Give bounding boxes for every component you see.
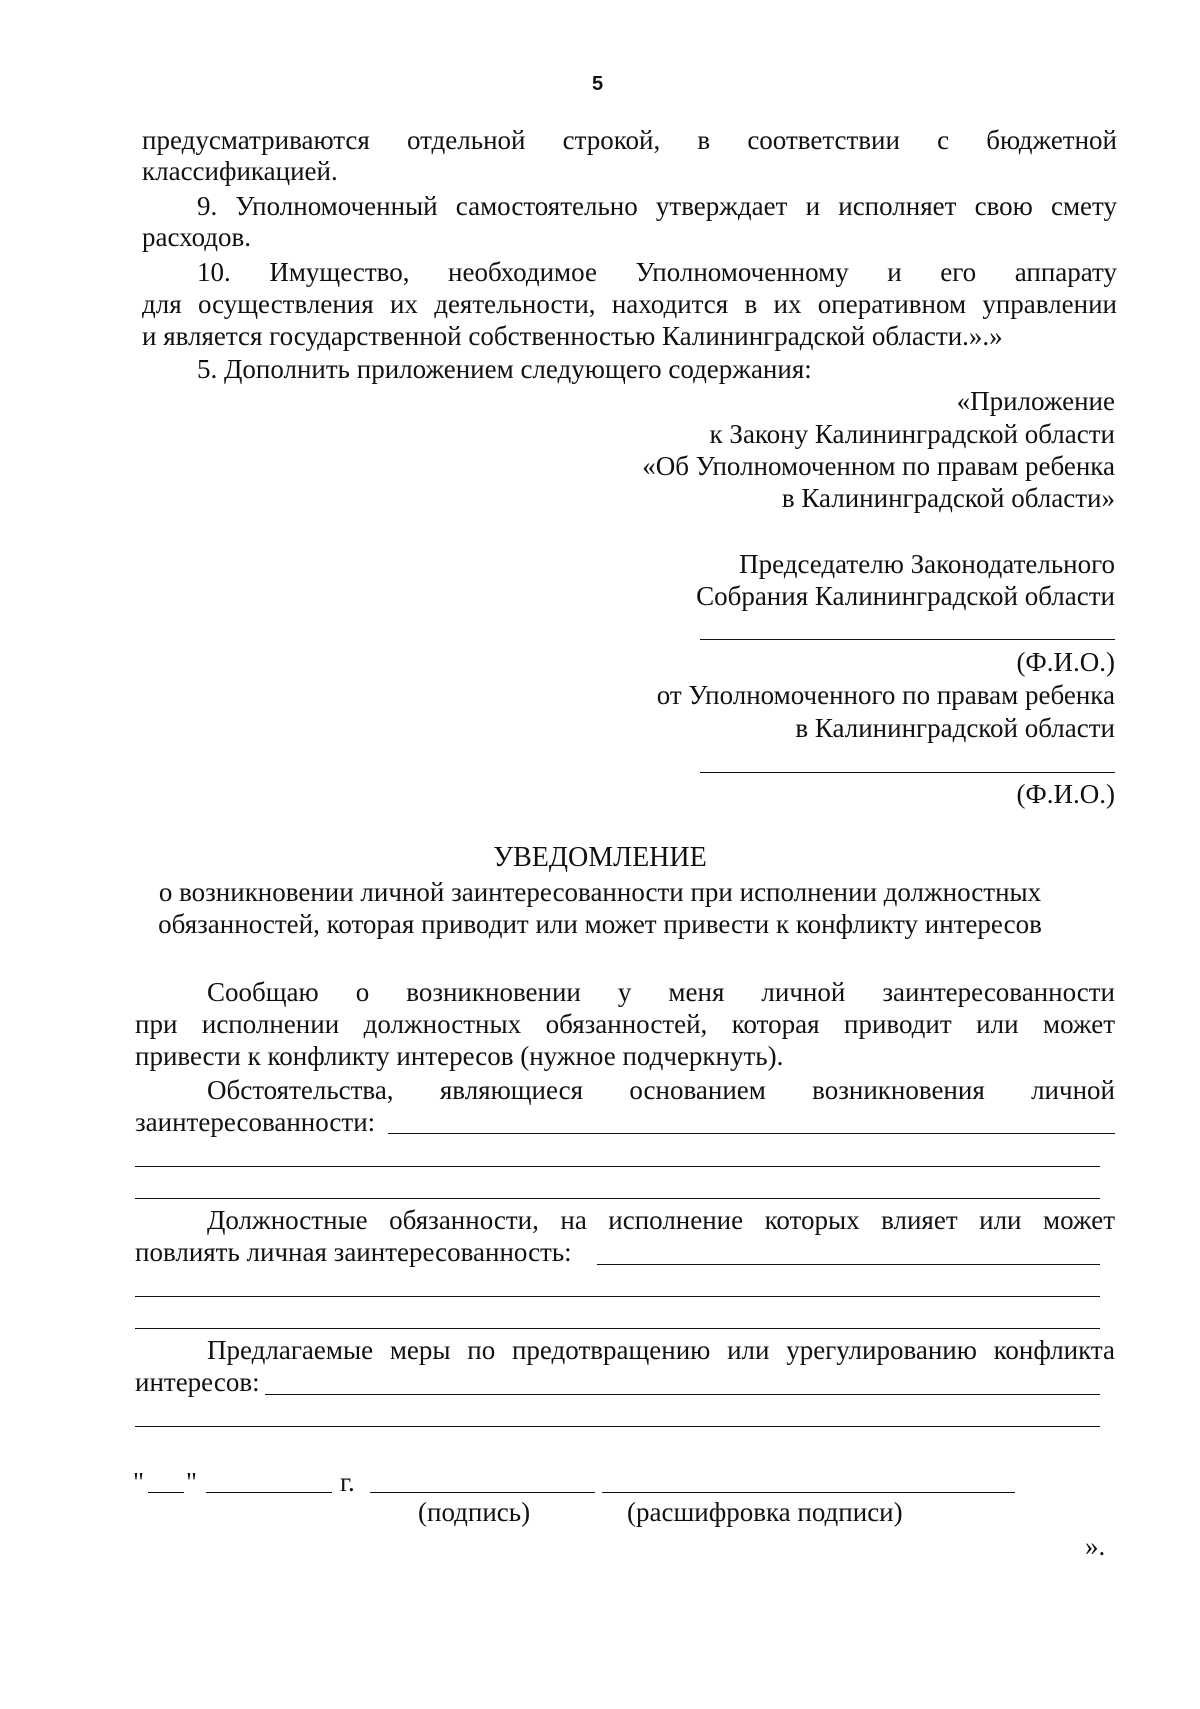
duties-fill-line-2 — [135, 1296, 1100, 1297]
body-p1-line-2: при исполнении должностных обязанностей, которая приводит или может — [135, 1009, 1115, 1039]
addressee-to-line-1: Председателю Законодательного — [739, 549, 1115, 579]
notice-title: УВЕДОМЛЕНИЕ — [493, 842, 707, 873]
body-p1-line-3: привести к конфликту интересов (нужное подчеркнуть). — [135, 1041, 784, 1071]
signature-line — [370, 1492, 595, 1493]
body-p1-line-1: Сообщаю о возникновении у меня личной заинтересованности — [207, 977, 1115, 1007]
body-p2-line-2: заинтересованности: — [135, 1107, 376, 1137]
addressee-from-line-2: в Калининградской области — [795, 713, 1115, 743]
body-p2-line-1: Обстоятельства, являющиеся основанием возникновения личной — [207, 1075, 1115, 1105]
circumstances-fill-line-1 — [388, 1133, 1115, 1134]
appendix-line-3: «Об Уполномоченном по правам ребенка — [642, 451, 1115, 481]
item-10-line-1: 10. Имущество, необходимое Уполномоченному и его аппарату — [197, 257, 1117, 287]
appendix-line-2: к Закону Калининградской области — [709, 419, 1115, 449]
body-p3-line-2: повлиять личная заинтересованность: — [135, 1237, 572, 1267]
addressee-from-line-1: от Уполномоченного по правам ребенка — [656, 680, 1115, 710]
page-number: 5 — [592, 73, 604, 95]
appendix-title: «Приложение — [956, 386, 1115, 416]
date-quote-open: " — [133, 1467, 145, 1497]
closing-quote: ». — [1085, 1531, 1106, 1561]
addressee-fio-line-1 — [700, 639, 1115, 640]
date-day-line — [148, 1492, 184, 1493]
item-9-line-1: 9. Уполномоченный самостоятельно утверждает и исполняет свою смету — [197, 191, 1117, 221]
amendment-5: 5. Дополнить приложением следующего содержания: — [197, 354, 812, 384]
signature-label: (подпись) — [418, 1497, 531, 1527]
circumstances-fill-line-2 — [135, 1166, 1100, 1167]
duties-fill-line-1 — [597, 1264, 1100, 1265]
circumstances-fill-line-3 — [135, 1198, 1100, 1199]
body-p4-line-1: Предлагаемые меры по предотвращению или урегулированию конфликта — [207, 1335, 1115, 1365]
signature-decoding-label: (расшифровка подписи) — [627, 1497, 903, 1527]
measures-fill-line-2 — [135, 1426, 1100, 1427]
measures-fill-line-1 — [265, 1394, 1100, 1395]
continuation-line-2: классификацией. — [142, 156, 338, 186]
addressee-fio-label-2: (Ф.И.О.) — [1016, 779, 1115, 809]
duties-fill-line-3 — [135, 1328, 1100, 1329]
body-p3-line-1: Должностные обязанности, на исполнение которых влияет или может — [207, 1205, 1115, 1235]
body-p4-line-2: интересов: — [135, 1367, 260, 1397]
date-year-suffix: г. — [340, 1467, 355, 1497]
item-10-line-2: для осуществления их деятельности, находится в их оперативном управлении — [142, 289, 1117, 319]
addressee-to-line-2: Собрания Калининградской области — [696, 581, 1115, 611]
item-10-line-3: и является государственной собственностью Калининградской области.».» — [142, 321, 1003, 351]
appendix-line-4: в Калининградской области» — [781, 483, 1115, 513]
addressee-fio-label-1: (Ф.И.О.) — [1016, 647, 1115, 677]
notice-subtitle-line-2: обязанностей, которая приводит или может привести к конфликту интересов — [158, 909, 1042, 939]
date-month-line — [206, 1492, 332, 1493]
addressee-fio-line-2 — [700, 772, 1115, 773]
date-quote-close: " — [186, 1467, 198, 1497]
signature-decoding-line — [602, 1492, 1015, 1493]
continuation-line-1: предусматриваются отдельной строкой, в соответствии с бюджетной — [142, 125, 1117, 155]
notice-subtitle-line-1: о возникновении личной заинтересованности при исполнении должностных — [158, 877, 1042, 907]
item-9-line-2: расходов. — [142, 222, 252, 252]
